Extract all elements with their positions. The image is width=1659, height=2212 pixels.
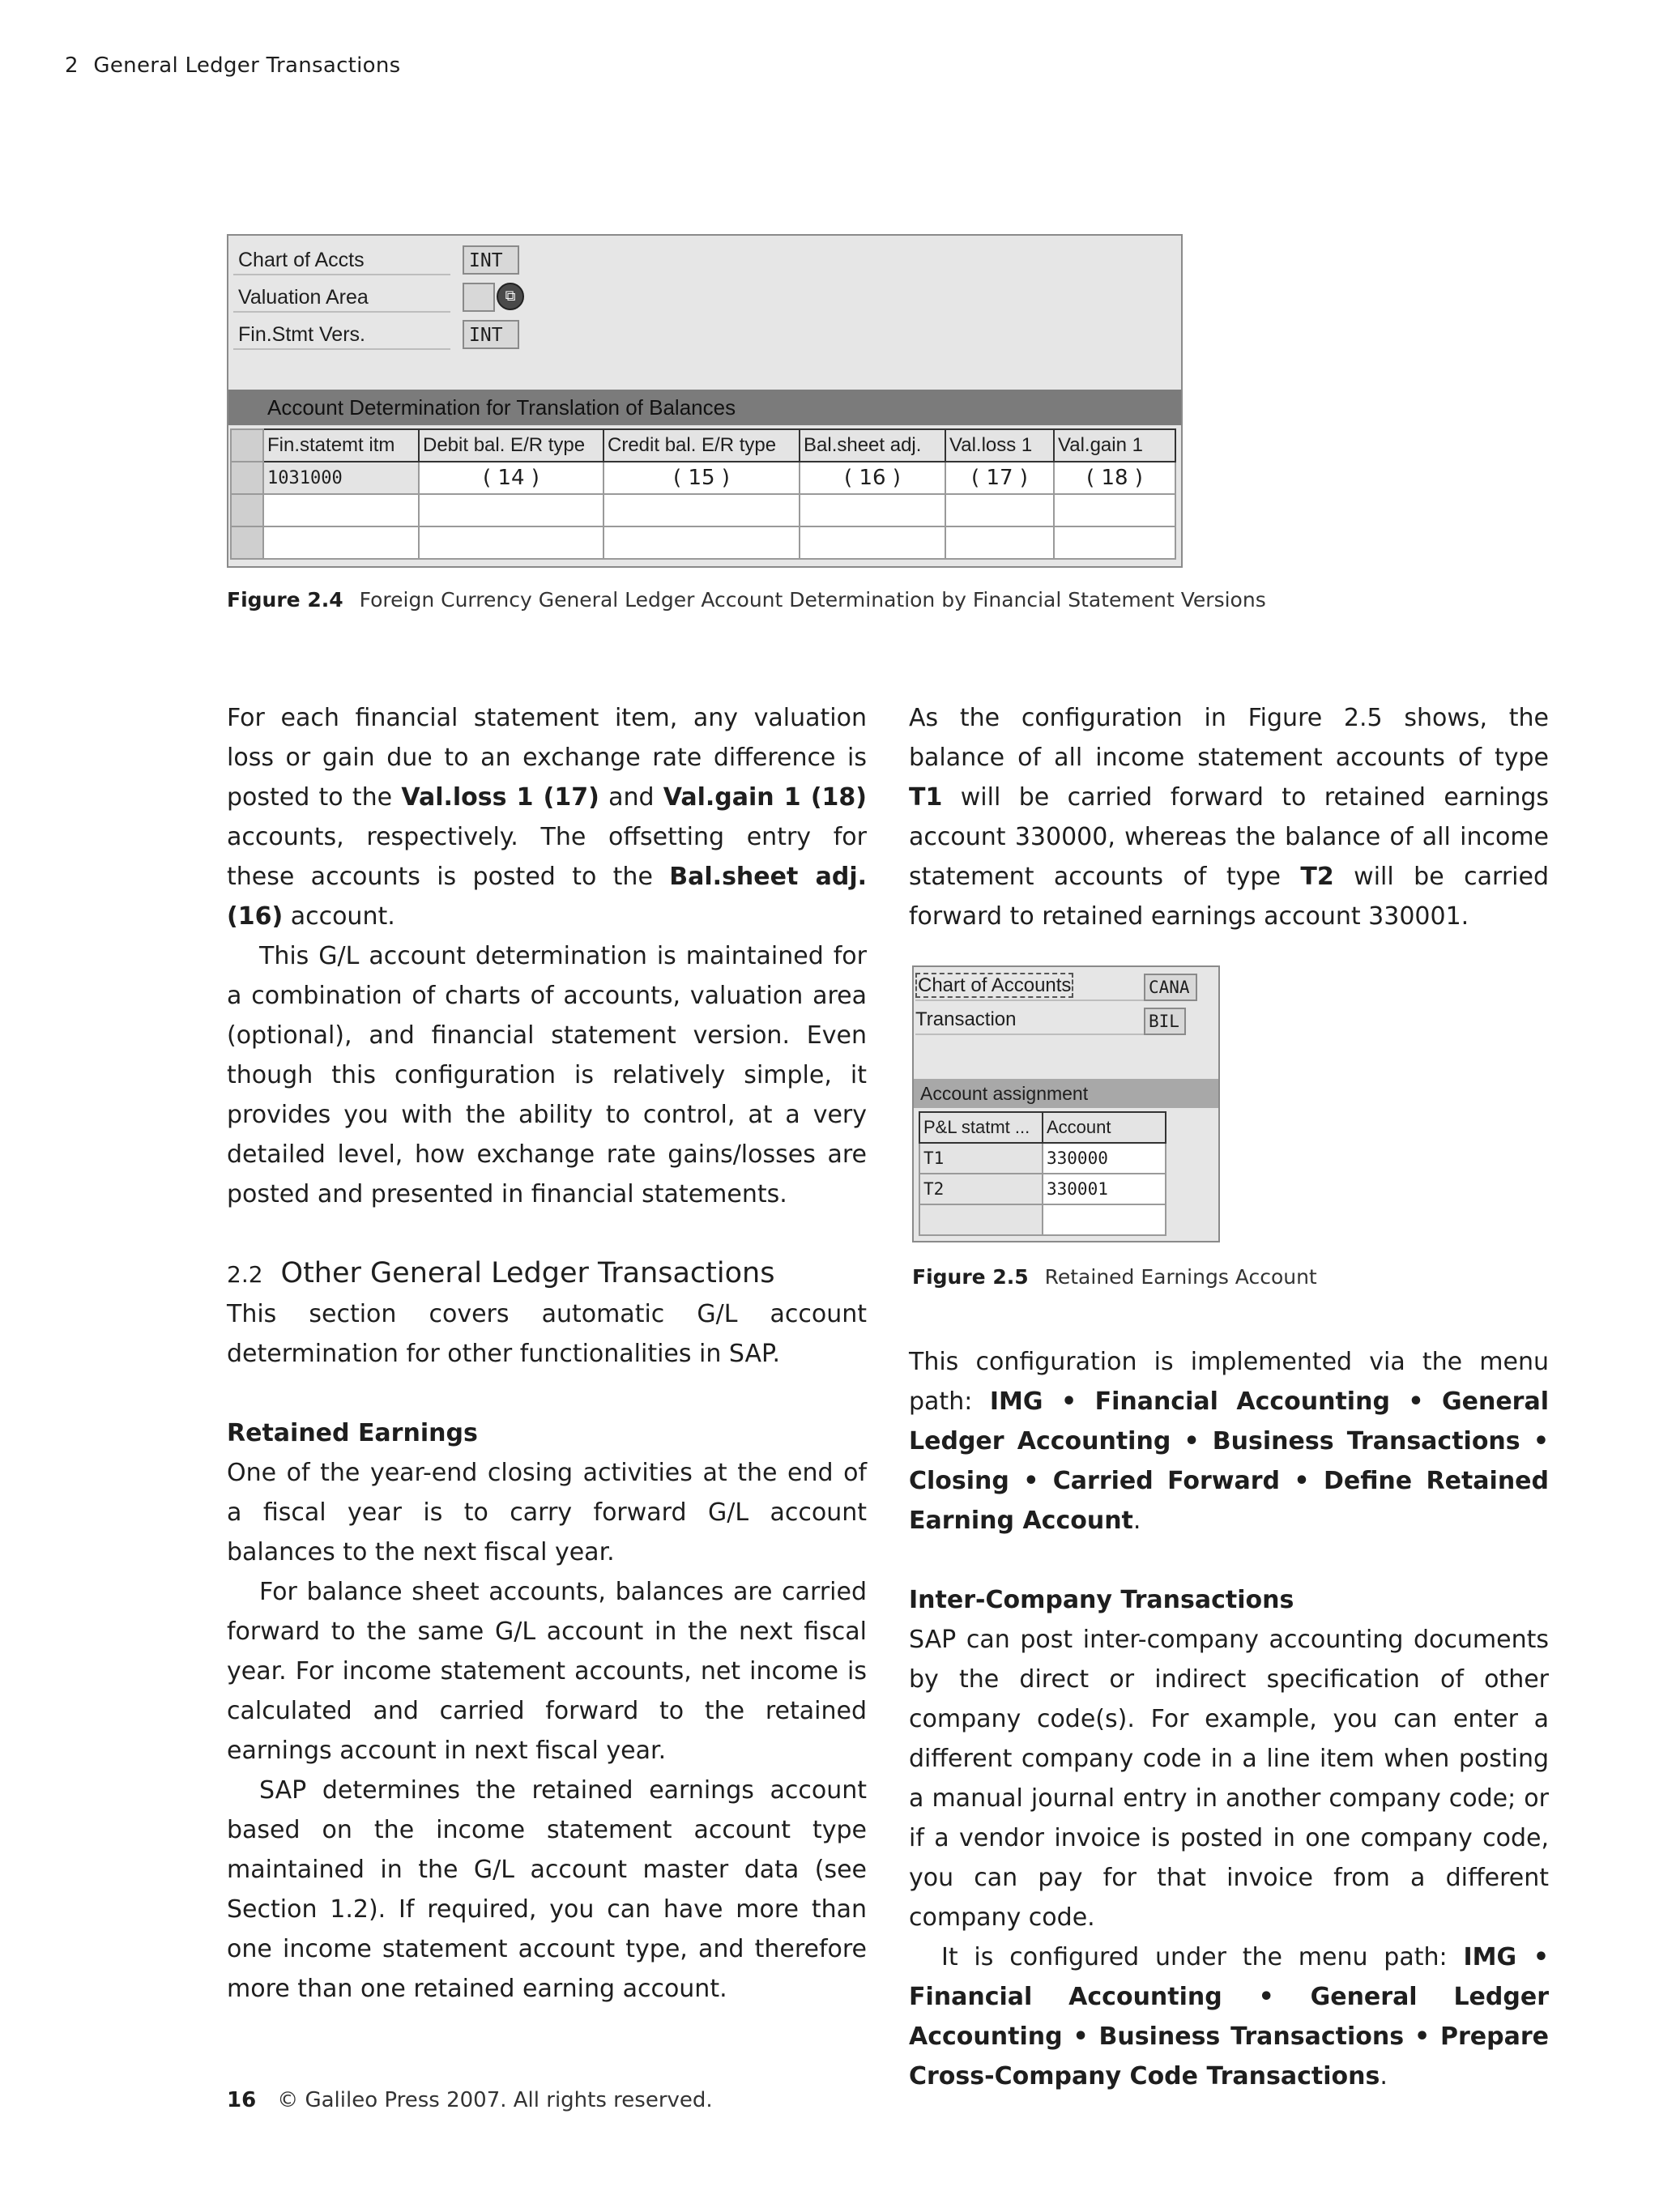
chart-of-accts-input[interactable]: INT: [463, 245, 519, 275]
paragraph: [227, 698, 867, 936]
field-label: Valuation Area: [233, 282, 450, 313]
left-column: [227, 698, 867, 2009]
bold-term: T2: [1300, 863, 1334, 891]
paragraph: [909, 1937, 1549, 2096]
section-number: 2.2: [227, 1261, 263, 1288]
row-selector[interactable]: [231, 462, 263, 494]
text: will be carried forward to retained earnings account 330001.: [909, 863, 1549, 931]
chapter-number: 2: [65, 53, 79, 78]
text: This configuration is implemented via the menu path:: [909, 1348, 1549, 1416]
figure-2-5-caption: [912, 1265, 1317, 1289]
table-cell[interactable]: [800, 526, 945, 559]
table-cell[interactable]: [945, 526, 1054, 559]
table-row: [231, 494, 1175, 526]
transaction-input[interactable]: BIL: [1144, 1008, 1186, 1035]
caption-text: Retained Earnings Account: [1044, 1265, 1317, 1289]
field-fin-stmt-vers: [233, 318, 503, 351]
val-loss-cell[interactable]: ( 17 ): [945, 462, 1054, 494]
menu-path: IMG • Financial Accounting • General Ledger Accounting • Business Transactions • Closing • Carried Forward • Define Retained Earning Account: [909, 1387, 1549, 1535]
paragraph: For balance sheet accounts, balances are carried forward to the same G/L account in the next fiscal year. For income statement accounts, net income is calculated and carried forward to the retained earnings account in next fiscal year.: [227, 1578, 867, 1765]
bold-term: Bal.sheet adj. (16): [227, 863, 867, 931]
account-cell[interactable]: 330001: [1043, 1174, 1166, 1204]
account-cell[interactable]: [1043, 1204, 1166, 1235]
column-header[interactable]: Bal.sheet adj.: [800, 429, 945, 462]
caption-label: Figure 2.5: [912, 1265, 1029, 1289]
table-cell[interactable]: [603, 494, 800, 526]
val-gain-cell[interactable]: ( 18 ): [1054, 462, 1175, 494]
right-column-top: [909, 698, 1549, 936]
table-cell[interactable]: [603, 526, 800, 559]
chart-of-accounts-label: Chart of Accounts: [915, 973, 1073, 998]
figure-2-4-caption: [227, 588, 1266, 612]
paragraph: One of the year-end closing activities at the end of a fiscal year is to carry forward G/L account balances to the next fiscal year.: [227, 1459, 867, 1566]
pl-statement-cell[interactable]: [919, 1204, 1043, 1235]
chart-of-accounts-input[interactable]: CANA: [1144, 974, 1197, 1001]
copyright: © Galileo Press 2007. All rights reserved.: [277, 2088, 713, 2112]
field-label: [915, 972, 1144, 1001]
value-help-icon[interactable]: ⧉: [497, 283, 524, 310]
column-header[interactable]: P&L statmt ...: [919, 1112, 1043, 1143]
table-cell[interactable]: [263, 526, 419, 559]
column-header[interactable]: Val.loss 1: [945, 429, 1054, 462]
table-cell[interactable]: [263, 494, 419, 526]
table-title: Account Determination for Translation of Balances: [228, 390, 1181, 425]
account-cell[interactable]: 330000: [1043, 1143, 1166, 1174]
bold-term: Val.gain 1 (18): [663, 783, 868, 812]
bold-term: Val.loss 1 (17): [401, 783, 599, 812]
page-number: 16: [227, 2088, 257, 2112]
text: .: [1380, 2062, 1388, 2091]
paragraph: [909, 1342, 1549, 1541]
row-selector[interactable]: [231, 526, 263, 559]
text: .: [1132, 1507, 1141, 1535]
table-header-row: [231, 429, 1175, 462]
paragraph: SAP determines the retained earnings account based on the income statement account type maintained in the G/L account master data (see Section 1.2). If required, you can have more than one income statement account type, and therefore more than one retained earning account.: [227, 1776, 867, 2003]
account-assignment-table: [919, 1111, 1166, 1236]
page-footer: [227, 2088, 713, 2112]
table-title: Account assignment: [914, 1079, 1218, 1108]
running-head: [65, 53, 401, 78]
text: account.: [283, 902, 395, 931]
text: accounts, respectively. The offsetting entry for these accounts is posted to the: [227, 823, 867, 891]
section-title: Other General Ledger Transactions: [280, 1257, 775, 1289]
caption-text: Foreign Currency General Ledger Account Determination by Financial Statement Versions: [359, 588, 1266, 612]
table-cell[interactable]: [1054, 494, 1175, 526]
field-label: Chart of Accts: [233, 245, 450, 275]
subheading: Retained Earnings: [227, 1419, 478, 1447]
text: For each financial statement item, any valuation loss or gain due to an exchange rate difference is posted to the: [227, 704, 867, 812]
field-label: Fin.Stmt Vers.: [233, 319, 450, 350]
table-cell[interactable]: [1054, 526, 1175, 559]
menu-path: IMG • Financial Accounting • General Ledger Accounting • Business Transactions • Prepare Cross-Company Code Transactions: [909, 1943, 1549, 2091]
table-cell[interactable]: [800, 494, 945, 526]
figure-2-5-screenshot: [912, 965, 1220, 1242]
paragraph: This section covers automatic G/L account determination for other functionalities in SAP.: [227, 1300, 867, 1368]
subheading: Inter-Company Transactions: [909, 1586, 1294, 1614]
pl-statement-cell[interactable]: T1: [919, 1143, 1043, 1174]
table-cell[interactable]: [419, 494, 603, 526]
table-row: [231, 526, 1175, 559]
column-header[interactable]: Debit bal. E/R type: [419, 429, 603, 462]
column-header[interactable]: Account: [1043, 1112, 1166, 1143]
pl-statement-cell[interactable]: T2: [919, 1174, 1043, 1204]
valuation-area-input[interactable]: [463, 283, 495, 312]
account-determination-table: [230, 428, 1176, 560]
column-header[interactable]: Credit bal. E/R type: [603, 429, 800, 462]
table-row: [231, 462, 1175, 494]
paragraph: SAP can post inter-company accounting documents by the direct or indirect specification of other company code(s). For example, you can enter a different company code in a line item when posting a manual journal entry in another company code; or if a vendor invoice is posted in one company code, you can pay for that invoice from a different company code.: [909, 1626, 1549, 1932]
column-header[interactable]: Fin.statemt itm: [263, 429, 419, 462]
fin-stmt-vers-input[interactable]: INT: [463, 320, 519, 349]
column-header[interactable]: Val.gain 1: [1054, 429, 1175, 462]
figure-2-4-screenshot: [227, 234, 1183, 568]
table-cell[interactable]: [945, 494, 1054, 526]
select-all-cell[interactable]: [231, 429, 263, 462]
table-cell[interactable]: [419, 526, 603, 559]
section-heading: [227, 1254, 867, 1294]
table-row: [919, 1143, 1166, 1174]
debit-bal-cell[interactable]: ( 14 ): [419, 462, 603, 494]
paragraph: [909, 698, 1549, 936]
bold-term: T1: [909, 783, 943, 812]
table-row: [919, 1174, 1166, 1204]
paragraph: This G/L account determination is maintained for a combination of charts of accounts, valuation area (optional), and financial statement version. Even though this configuration is relatively simple, it provides you with the ability to control, at a very detailed level, how exchange rate gains/losses are posted and presented in financial statements.: [227, 942, 867, 1208]
text: It is configured under the menu path:: [941, 1943, 1464, 1971]
chapter-title: General Ledger Transactions: [93, 53, 401, 78]
bal-sheet-adj-cell[interactable]: ( 16 ): [800, 462, 945, 494]
fin-statemt-itm-cell[interactable]: 1031000: [263, 462, 419, 494]
field-label: Transaction: [915, 1006, 1144, 1035]
text: As the configuration in Figure 2.5 shows, the balance of all income statement accounts of type: [909, 704, 1549, 772]
field-valuation-area: [233, 281, 516, 313]
table-row: [919, 1204, 1166, 1235]
caption-label: Figure 2.4: [227, 588, 343, 612]
field-chart-of-accts: [233, 244, 503, 276]
text: and: [599, 783, 663, 812]
text: will be carried forward to retained earnings account 330000, whereas the balance of all income statement accounts of type: [909, 783, 1549, 891]
table-header-row: [919, 1112, 1166, 1143]
row-selector[interactable]: [231, 494, 263, 526]
right-column-bottom: [909, 1342, 1549, 2096]
credit-bal-cell[interactable]: ( 15 ): [603, 462, 800, 494]
